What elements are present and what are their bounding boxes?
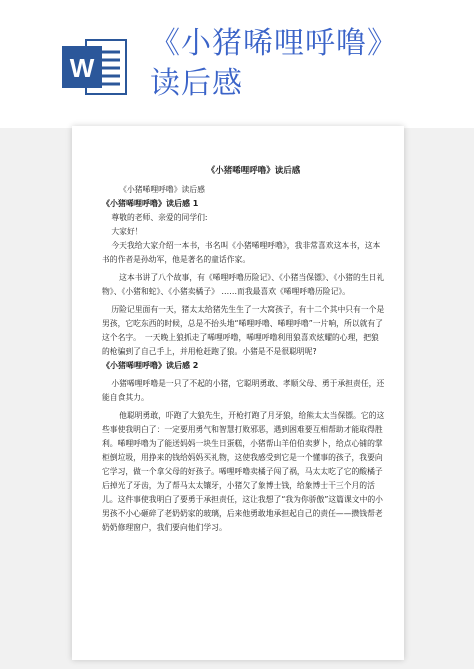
paragraph-4: 小猪唏哩呼噜是一只了不起的小猪，它聪明勇敢、孝顺父母、勇于承担责任，还能自食其力。 — [102, 379, 385, 402]
word-document-icon — [60, 36, 130, 98]
intro-line: 《小猪唏哩呼噜》读后感 — [119, 185, 205, 194]
document-body — [102, 165, 385, 535]
hello-line: 大家好！ — [111, 227, 143, 236]
document-title: 《小猪唏哩呼噜》读后感 — [206, 166, 301, 176]
header-banner — [0, 0, 474, 128]
paragraph-1: 今天我给大家介绍一本书，书名叫《小猪唏哩呼噜》，我非常喜欢这本书，这本书的作者是孙幼军，他是著名的童话作家。 — [102, 241, 381, 264]
paragraph-2: 这本书讲了八个故事，有《唏哩呼噜历险记》、《小猪当保镖》、《小猪的生日礼物》、《小猪和蛇》、《小猪卖橘子》 ……而我最喜欢《唏哩呼噜历险记》。 — [102, 273, 385, 296]
section1-heading: 《小猪唏哩呼噜》读后感 1 — [102, 199, 199, 208]
banner-title-line1: 《小猪唏哩呼噜》 — [150, 26, 398, 61]
paragraph-3: 历险记里面有一天，猪太太给猪先生生了一大窝孩子，有十二个其中只有一个是男孩，它吃东西的时候，总是不抬头地“唏哩呼噜、唏哩呼噜”一片响，所以就有了这个名字。 一天晚上狼抓走了唏哩呼噜，唏哩呼噜利用狼喜欢炫耀的心理，把狼的枪骗到了自己手上，并用枪赶跑了狼。小猪是不是很聪明呢? — [102, 305, 385, 356]
word-logo-letter: W — [69, 53, 95, 83]
banner-title — [150, 24, 398, 104]
document-page — [72, 126, 404, 660]
banner-title-line2: 读后感 — [150, 66, 243, 101]
greeting: 尊敬的老师、亲爱的同学们: — [111, 213, 208, 222]
section2-heading: 《小猪唏哩呼噜》读后感 2 — [102, 361, 199, 370]
paragraph-5: 他聪明勇敢，吓跑了大狼先生，开枪打跑了月牙狼，给熊太太当保镖。它的这些事使我明白了：一定要用勇气和智慧打败邪恶，遇到困难要互相帮助才能取得胜利。唏哩呼噜为了能送妈妈一块生日蛋糕，小猪帮山羊伯伯卖萝卜，给点心铺的掌柜倒垃圾，用挣来的钱给妈妈买礼物，这使我感受到它是一个懂事的孩子，我要向它学习，做一个拿父母的好孩子。唏哩呼噜卖橘子闯了祸，马太太吃了它的酸橘子后掉光了牙齿，为了帮马太太镶牙，小猪欠了象博士钱，给象博士干三个月的活儿。这件事使我明白了要勇于承担责任，这让我想了“我为你骄傲”这篇课文中的小男孩不小心砸碎了老奶奶家的玻璃，后来他勇敢地承担起自己的责任——攒钱帮老奶奶修理窗户，我们要向他们学习。 — [102, 411, 385, 532]
